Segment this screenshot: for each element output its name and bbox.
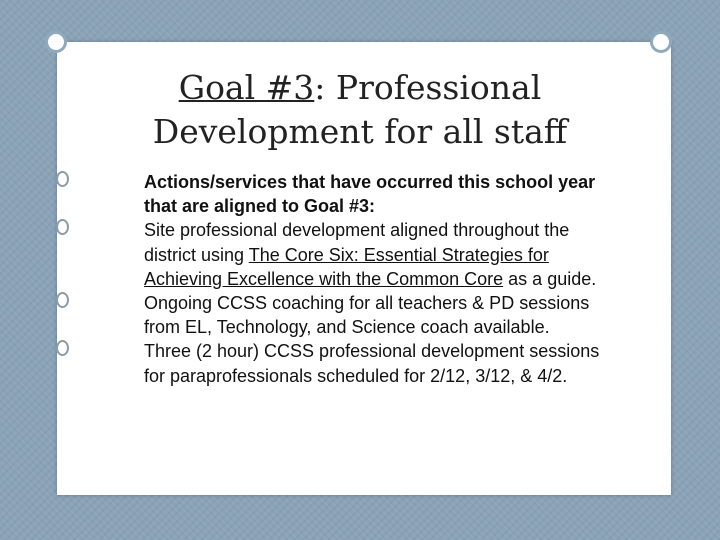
bullet-item <box>56 170 616 218</box>
bullet-text-1: Actions/services that have occurred this school year that are aligned to Goal #3: <box>144 172 596 217</box>
bullet-item <box>56 339 616 387</box>
circle-outline-bullet-icon <box>56 292 69 308</box>
bullet-text-2-post: as a guide. <box>503 268 597 289</box>
bullet-text-4: Three (2 hour) CCSS professional development sessions for paraprofessionals scheduled for 2/12, 3/12, & 4/2. <box>144 341 600 386</box>
pin-icon-top-right <box>650 31 672 53</box>
bullet-item <box>56 291 616 339</box>
pin-icon-top-left <box>45 31 67 53</box>
title-line-2: Development for all staff <box>152 112 568 151</box>
title-goal-label: Goal #3 <box>178 68 315 107</box>
bullet-text-3: Ongoing CCSS coaching for all teachers & PD sessions from EL, Technology, and Science coach available. <box>144 293 590 338</box>
bullet-text-2-pre: Site professional development aligned throughout the district using <box>144 220 570 265</box>
book-title-link[interactable]: The Core Six: Essential Strategies for Achieving Excellence with the Common Core <box>144 244 549 289</box>
circle-outline-bullet-icon <box>56 171 69 187</box>
slide-title <box>60 66 660 154</box>
bullet-item <box>56 218 616 291</box>
bullet-list <box>56 170 616 388</box>
title-rest: : Professional <box>314 68 542 107</box>
